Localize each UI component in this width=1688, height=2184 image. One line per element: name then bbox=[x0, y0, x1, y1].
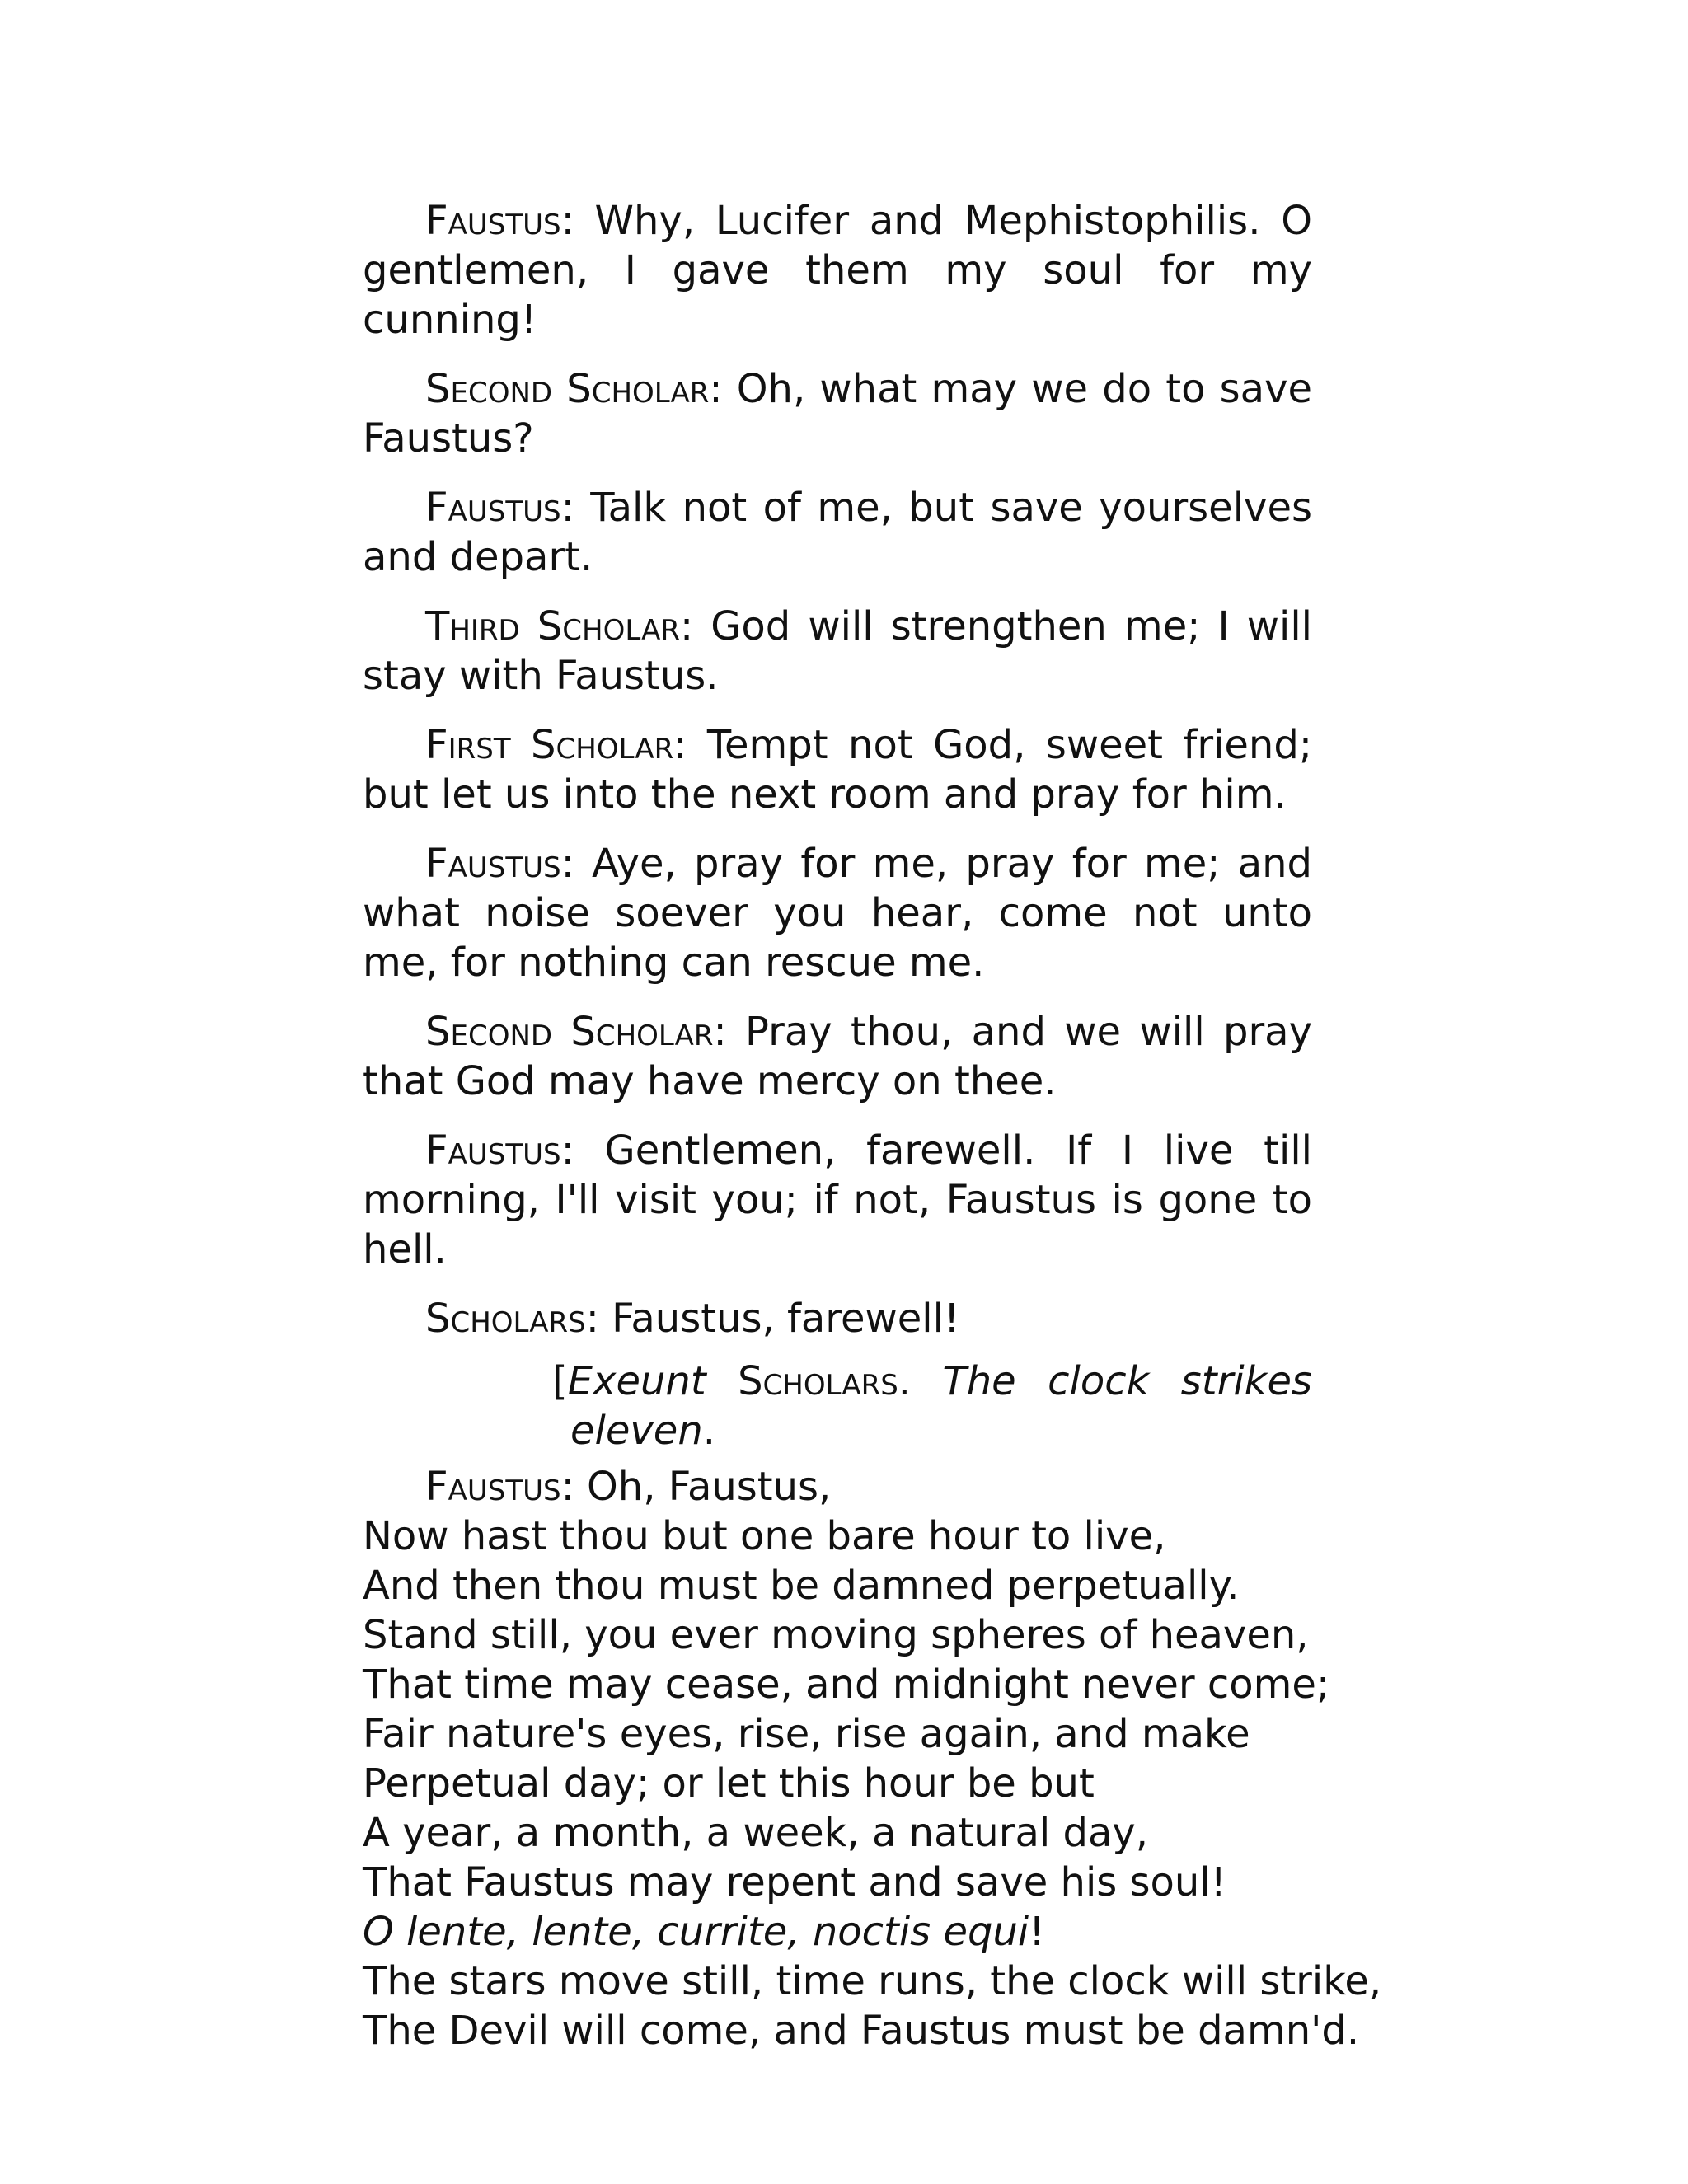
speech-text: Gentlemen, farewell. If I live till morning, I'll visit you; if not, Faustus is gone to hell. bbox=[363, 1127, 1312, 1272]
speech-text: Oh, what may we do to save Faustus? bbox=[363, 366, 1313, 462]
speech-text: Pray thou, and we will pray that God may have mercy on thee. bbox=[363, 1009, 1312, 1104]
speaker-name: Faustus bbox=[425, 1127, 561, 1174]
speaker-name: Scholars bbox=[425, 1296, 586, 1342]
latin-punct: ! bbox=[1029, 1909, 1045, 1955]
stage-bracket: [ bbox=[552, 1358, 568, 1404]
verse-line: That Faustus may repent and save his soul! bbox=[363, 1859, 1226, 1905]
stage-period: . bbox=[898, 1358, 943, 1404]
verse-line: That time may cease, and midnight never come; bbox=[363, 1661, 1330, 1708]
speech-text: Aye, pray for me, pray for me; and what noise soever you hear, come not unto me, for nothing can rescue me. bbox=[363, 841, 1312, 986]
speaker-name: Faustus bbox=[425, 485, 561, 531]
stage-direction bbox=[552, 1357, 1312, 1455]
verse-line: Now hast thou but one bare hour to live, bbox=[363, 1513, 1166, 1559]
verse-line: Fair nature's eyes, rise, rise again, and make bbox=[363, 1711, 1250, 1757]
verse-line: A year, a month, a week, a natural day, bbox=[363, 1810, 1149, 1856]
speech: First Scholar: Tempt not God, sweet friend; but let us into the next room and pray for him. bbox=[363, 722, 1312, 818]
speech: Faustus: Talk not of me, but save yourselves and depart. bbox=[363, 485, 1312, 580]
play-page bbox=[363, 196, 1382, 2055]
speech-text: Tempt not God, sweet friend; but let us into the next room and pray for him. bbox=[363, 722, 1312, 818]
stage-clock: The clock strikes eleven bbox=[570, 1358, 1312, 1454]
stage-end: . bbox=[702, 1408, 716, 1454]
speech-text: Faustus, farewell! bbox=[612, 1296, 960, 1342]
speech: Scholars: Faustus, farewell! bbox=[425, 1296, 960, 1342]
speaker-name: Third Scholar bbox=[425, 603, 680, 649]
speaker-name: Faustus bbox=[425, 841, 561, 887]
verse-line-latin bbox=[363, 1907, 1312, 1957]
verse-line: The stars move still, time runs, the clock will strike, bbox=[363, 1958, 1382, 2004]
speech-text: Talk not of me, but save yourselves and depart. bbox=[363, 485, 1312, 580]
speech: Faustus: Aye, pray for me, pray for me; and what noise soever you hear, come not unto me, for nothing can rescue me. bbox=[363, 841, 1312, 986]
speech: Second Scholar: Pray thou, and we will pray that God may have mercy on thee. bbox=[363, 1009, 1312, 1104]
verse-line: And then thou must be damned perpetually. bbox=[363, 1563, 1240, 1609]
speech-text: Why, Lucifer and Mephistophilis. O gentlemen, I gave them my soul for my cunning! bbox=[363, 198, 1312, 343]
speech: Second Scholar: Oh, what may we do to save Faustus? bbox=[363, 366, 1313, 462]
speech: Faustus: Why, Lucifer and Mephistophilis. O gentlemen, I gave them my soul for my cunning! bbox=[363, 198, 1312, 343]
speaker-name: Faustus bbox=[425, 1464, 561, 1510]
speech-text: God will strengthen me; I will stay with Faustus. bbox=[363, 603, 1313, 699]
verse-line: Stand still, you ever moving spheres of heaven, bbox=[363, 1612, 1309, 1658]
stage-exeunt: Exeunt bbox=[567, 1358, 706, 1404]
speaker-name: First Scholar bbox=[425, 722, 674, 768]
speaker-name: Second Scholar bbox=[425, 1009, 714, 1055]
verse-opening-text: Oh, Faustus, bbox=[587, 1464, 832, 1510]
speech: Faustus: Gentlemen, farewell. If I live till morning, I'll visit you; if not, Faustus is gone to hell. bbox=[363, 1127, 1312, 1272]
latin-text: O lente, lente, currite, noctis equi bbox=[363, 1909, 1029, 1955]
verse-opening: Faustus: Oh, Faustus, bbox=[425, 1464, 832, 1510]
verse-line: Perpetual day; or let this hour be but bbox=[363, 1760, 1095, 1807]
stage-scholars: Scholars bbox=[738, 1358, 898, 1404]
speaker-name: Faustus bbox=[425, 198, 561, 244]
verse-line: The Devil will come, and Faustus must be damn'd. bbox=[363, 2008, 1360, 2054]
speech: Third Scholar: God will strengthen me; I will stay with Faustus. bbox=[363, 603, 1313, 699]
speaker-name: Second Scholar bbox=[425, 366, 710, 412]
